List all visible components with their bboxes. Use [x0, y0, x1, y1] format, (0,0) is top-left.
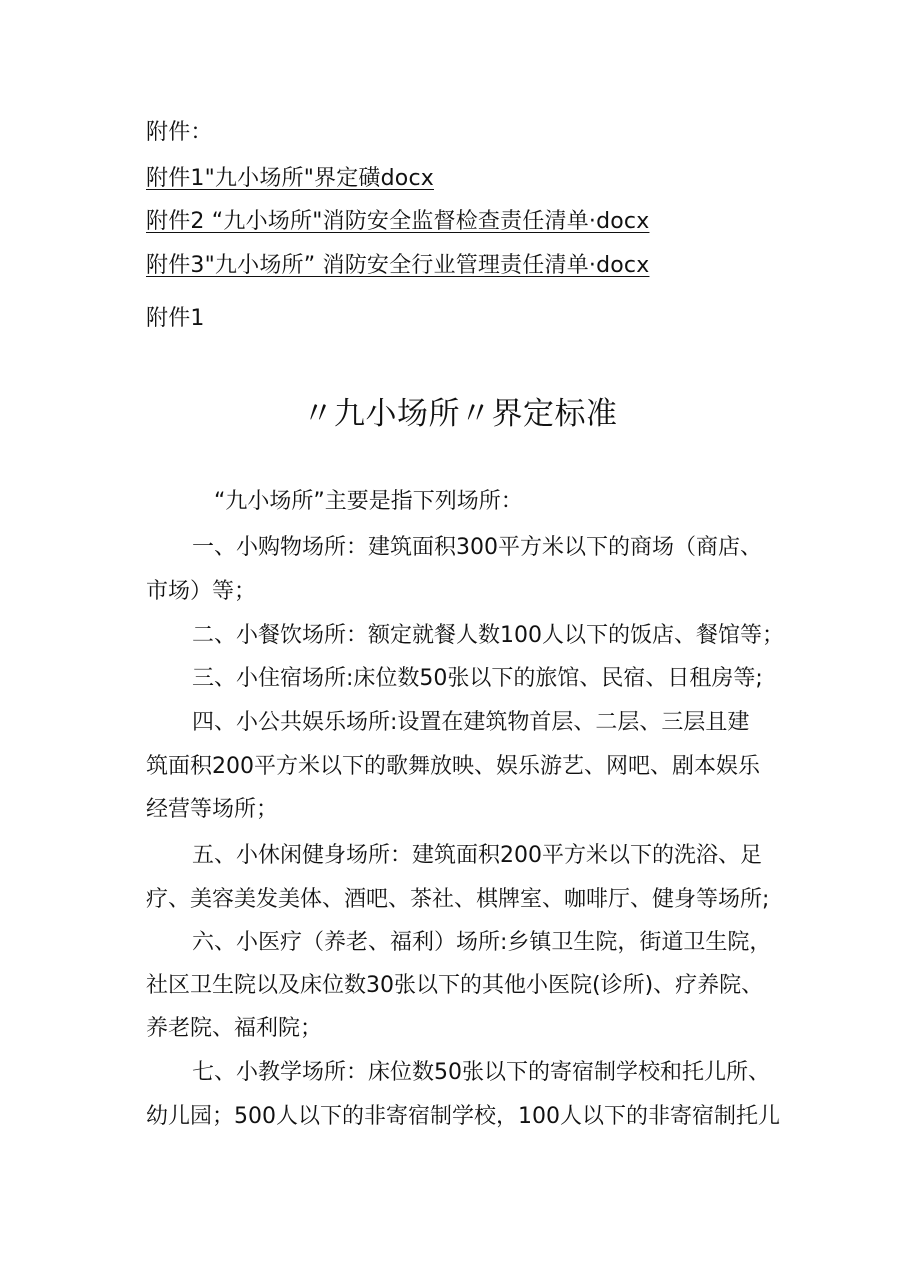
attachment-link-1[interactable]: 附件1"九小场所"界定磺docx — [146, 166, 434, 191]
intro-paragraph: “九小场所”主要是指下列场所： — [214, 489, 523, 514]
attachment-link-3[interactable]: 附件3"九小场所” 消防安全行业管理责任清单·docx — [146, 253, 650, 278]
body-line: 养老院、福利院； — [146, 1016, 323, 1041]
document-title: 〃九小场所〃界定标准 — [302, 396, 618, 432]
body-line: 三、小住宿场所:床位数50张以下的旅馆、民宿、日租房等; — [192, 666, 763, 691]
body-line: 二、小餐饮场所：额定就餐人数100人以下的饭店、餐馆等； — [192, 623, 784, 648]
body-line: 幼儿园；500人以下的非寄宿制学校，100人以下的非寄宿制托儿 — [146, 1104, 780, 1129]
section-label: 附件1 — [146, 306, 205, 331]
body-line: 筑面积200平方米以下的歌舞放映、娱乐游艺、网吧、剧本娱乐 — [146, 754, 760, 779]
body-line: 疗、美容美发美体、酒吧、茶社、棋牌室、咖啡厅、健身等场所; — [146, 887, 770, 912]
body-line: 经营等场所； — [146, 797, 279, 822]
body-line: 五、小休闲健身场所：建筑面积200平方米以下的洗浴、足 — [192, 843, 762, 868]
body-line: 六、小医疗（养老、福利）场所:乡镇卫生院，街道卫生院， — [192, 930, 772, 955]
attachments-label: 附件： — [146, 120, 213, 145]
body-line: 七、小教学场所：床位数50张以下的寄宿制学校和托儿所、 — [192, 1060, 770, 1085]
body-line: 市场）等； — [146, 579, 257, 604]
attachment-link-2[interactable]: 附件2 “九小场所"消防安全监督检查责任清单·docx — [146, 209, 650, 234]
body-line: 一、小购物场所：建筑面积300平方米以下的商场（商店、 — [192, 535, 762, 560]
body-line: 社区卫生院以及床位数30张以下的其他小医院(诊所)、疗养院、 — [146, 973, 764, 998]
body-line: 四、小公共娱乐场所:设置在建筑物首层、二层、三层且建 — [192, 710, 750, 735]
